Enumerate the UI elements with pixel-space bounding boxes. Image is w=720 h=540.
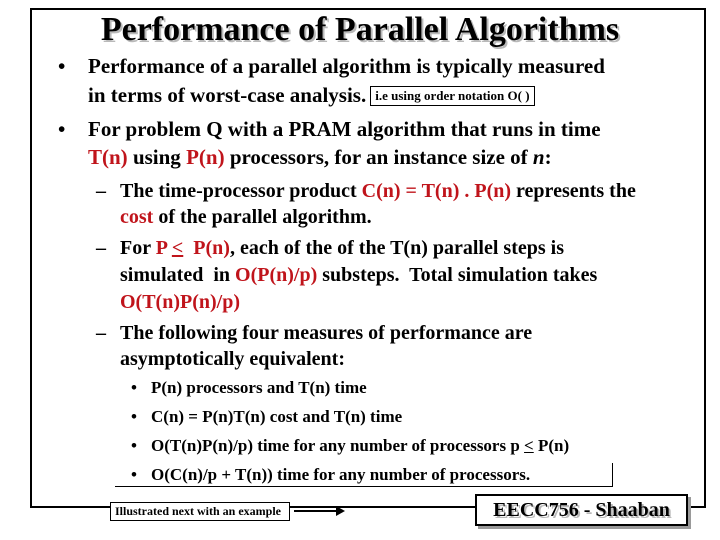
footer-label: EECC756 - Shaaban — [475, 494, 688, 526]
measure-1: P(n) processors and T(n) time — [151, 378, 367, 397]
less-equal-symbol: < — [171, 237, 184, 259]
sub-3-line-1: The following four measures of performance are — [120, 322, 533, 344]
sub-2-line-1 — [120, 235, 564, 262]
total-simulation-formula: O(T(n)P(n)/p) — [120, 291, 240, 313]
text-fragment: O(T(n)P(n)/p) time for any number of processors p — [151, 436, 525, 455]
text-fragment: P(n) — [533, 436, 570, 455]
substeps-formula: O(P(n)/p) — [235, 264, 318, 286]
bullet-1-line-1: Performance of a parallel algorithm is typically measured — [88, 54, 605, 78]
text-fragment: substeps. Total simulation takes — [317, 264, 598, 286]
measure-4: O(C(n)/p + T(n)) time for any number of processors. — [151, 465, 531, 484]
text-fragment: of the parallel algorithm. — [153, 206, 372, 228]
slide-title: Performance of Parallel Algorithms — [100, 11, 620, 48]
sub-3-line-2: asymptotically equivalent: — [120, 348, 345, 370]
dash-marker: – — [96, 180, 106, 202]
bullet-marker: • — [131, 378, 137, 397]
text-fragment: : — [544, 145, 552, 169]
sub-1-line-1 — [120, 178, 636, 205]
highlight-box — [115, 463, 613, 487]
text-fragment: The time-processor product — [120, 180, 362, 202]
cost-term: cost — [120, 206, 154, 228]
text-fragment: , each of the of the T(n) parallel steps is — [229, 237, 564, 259]
bullet-2-line-2 — [88, 144, 552, 171]
dash-marker: – — [96, 322, 106, 344]
text-fragment: using — [127, 145, 187, 169]
bullet-marker: • — [131, 407, 137, 426]
bullet-2-line-1: For problem Q with a PRAM algorithm that runs in time — [88, 117, 601, 141]
dash-marker: – — [96, 237, 106, 259]
bullet-1-text: in terms of worst-case analysis. — [88, 83, 367, 107]
measure-2: C(n) = P(n)T(n) cost and T(n) time — [151, 407, 403, 426]
less-equal-symbol: < — [524, 436, 534, 455]
pn-term: P(n) — [183, 237, 230, 259]
time-term: T(n) — [88, 145, 128, 169]
text-fragment: For — [120, 237, 156, 259]
bullet-marker: • — [58, 54, 66, 78]
bullet-marker: • — [131, 465, 137, 484]
bullet-marker: • — [131, 436, 137, 455]
cost-formula: C(n) = T(n) . P(n) — [361, 180, 512, 202]
processors-term: P(n) — [186, 145, 225, 169]
text-fragment: simulated in — [120, 264, 236, 286]
measure-3 — [151, 432, 569, 460]
order-notation-note: i.e using order notation O( ) — [370, 86, 534, 106]
sub-2-line-2 — [120, 262, 597, 289]
n-variable: n — [532, 145, 545, 169]
p-term: P — [155, 237, 172, 259]
arrow-right-icon — [292, 503, 346, 519]
text-fragment: represents the — [511, 180, 636, 202]
bullet-1-line-2 — [88, 82, 535, 109]
sub-1-line-2 — [120, 204, 372, 231]
example-note: Illustrated next with an example — [110, 502, 290, 521]
bullet-marker: • — [58, 117, 66, 141]
text-fragment: processors, for an instance size of — [224, 145, 533, 169]
